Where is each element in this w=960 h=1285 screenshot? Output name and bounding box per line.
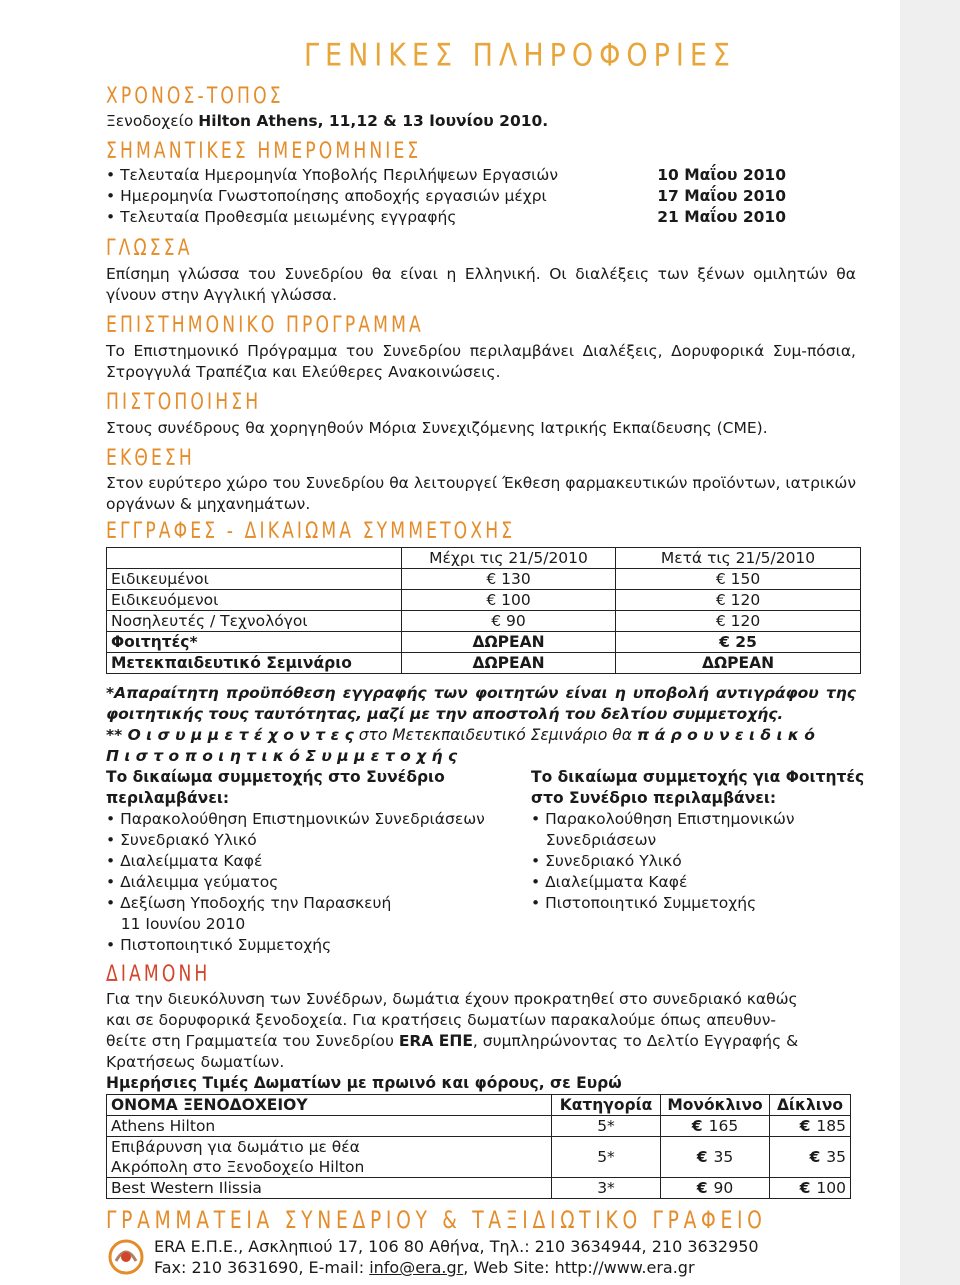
registration-fees-table [106,547,861,674]
table-cell: € 120 [616,590,861,611]
heading-secretariat: ΓΡΑΜΜΑΤΕΙΑ ΣΥΝΕΔΡΙΟΥ & ΤΑΞΙΔΙΩΤΙΚΟ ΓΡΑΦΕΙΟ [106,1206,767,1234]
table-row [107,1137,851,1178]
table-header-cell: Μονόκλινο [661,1095,770,1116]
list-item: • Διαλείμματα Καφέ [531,873,688,891]
date-value: 21 Μαΐου 2010 [657,208,786,226]
page-title: ΓΕΝΙΚΕΣ ΠΛΗΡΟΦΟΡΙΕΣ [304,37,736,74]
table-header-cell: Μέχρι τις 21/5/2010 [402,548,616,569]
price-value: 165 [708,1117,739,1135]
heading-accommodation: ΔΙΑΜΟΝΗ [106,962,211,987]
price-value: 35 [713,1148,734,1166]
date-row [106,208,786,229]
table-row [107,1178,851,1199]
language-text: Επίσημη γλώσσα του Συνεδρίου θα είναι η Ελληνική. Οι διαλέξεις των ξένων ομιλητών θα γίνουν στην Αγγλική γλώσσα. [106,265,856,304]
table-cell: € 90 [402,611,616,632]
heading-certification: ΠΙΣΤΟΠΟΙΗΣΗ [106,390,262,415]
price-value: 185 [816,1117,846,1135]
table-cell: 5* [552,1116,661,1137]
heading-important-dates: ΣΗΜΑΝΤΙΚΕΣ ΗΜΕΡΟΜΗΝΙΕΣ [106,139,422,164]
table-cell: Επιβάρυνση για δωμάτιο με θέα Ακρόπολη στο Ξενοδοχείο Hilton [107,1137,552,1178]
exhibition-text: Στον ευρύτερο χώρο του Συνεδρίου θα λειτουργεί Έκθεση φαρμακευτικών προϊόντων, ιατρικών οργάνων & μηχανημάτων. [106,474,856,513]
date-label: • Ημερομηνία Γνωστοποίησης αποδοχής εργασιών μέχρι [106,187,547,205]
heading-exhibition: ΕΚΘΕΣΗ [106,446,195,471]
heading-registration: ΕΓΓΡΑΦΕΣ - ΔΙΚΑΙΩΜΑ ΣΥΜΜΕΤΟΧΗΣ [106,519,516,544]
accommodation-line: και σε δορυφορικά ξενοδοχεία. Για κρατήσεις δωματίων παρακαλούμε όπως απευθυν- [106,1011,776,1029]
list-title: περιλαμβάνει: [106,789,230,807]
heading-time-place: ΧΡΟΝΟΣ-ΤΟΠΟΣ [106,84,284,109]
list-item: • Συνεδριακό Υλικό [531,852,682,870]
table-header-cell: ΟΝΟΜΑ ΞΕΝΟΔΟΧΕΙΟΥ [107,1095,552,1116]
euro-icon: € [691,1117,703,1135]
seminar-note-c: π ά ρ ο υ ν ε ι δ ι κ ό [636,726,815,744]
date-row [106,187,786,208]
list-title: Το δικαίωμα συμμετοχής στο Συνέδριο [106,768,445,786]
table-row [107,1095,851,1116]
table-cell: Athens Hilton [107,1116,552,1137]
table-row [107,653,861,674]
list-title: στο Συνέδριο περιλαμβάνει: [531,789,777,807]
table-row [107,1116,851,1137]
accommodation-line: Για την διευκόλυνση των Συνέδρων, δωμάτια έχουν προκρατηθεί στο συνεδριακό καθώς [106,990,798,1008]
table-cell [770,1116,851,1137]
table-cell [661,1116,770,1137]
table-header-cell: Κατηγορία [552,1095,661,1116]
venue-text [106,111,548,132]
table-cell: € 150 [616,569,861,590]
seminar-note [106,725,815,746]
accommodation-text-a: θείτε στη Γραμματεία του Συνεδρίου [106,1032,399,1050]
table-cell: Μετεκπαιδευτικό Σεμινάριο [107,653,402,674]
secretariat-address: ERA Ε.Π.Ε., Ασκληπιού 17, 106 80 Αθήνα, Τηλ.: 210 3634944, 210 3632950 [154,1237,759,1256]
list-item: 11 Ιουνίου 2010 [106,915,246,933]
list-item: • Δεξίωση Υποδοχής την Παρασκευή [106,894,392,912]
contact-web: , Web Site: http://www.era.gr [463,1258,695,1277]
includes-list [106,767,485,956]
accommodation-era: ERA ΕΠΕ [398,1032,473,1050]
accommodation-line: Κρατήσεως δωματίων. [106,1053,285,1071]
left-margin [0,0,88,1285]
table-cell: ΔΩΡΕΑΝ [402,653,616,674]
seminar-note-certificate: Π ι σ τ ο π ο ι η τ ι κ ό Σ υ μ μ ε τ ο χ ή ς [106,747,458,765]
table-row [107,548,861,569]
price-value: 35 [826,1148,846,1166]
table-cell: 5* [552,1137,661,1178]
program-text: Το Επιστημονικό Πρόγραμμα του Συνεδρίου περιλαμβάνει Διαλέξεις, Δορυφορικά Συμ-πόσια, Στρογγυλά Τραπέζια και Ελεύθερες Ανακοινώσεις. [106,342,856,381]
contact-fax: Fax: 210 3631690, E-mail: [154,1258,370,1277]
students-note: *Απαραίτητη προϋπόθεση εγγραφής των φοιτητών είναι η υποβολή αντιγράφου της φοιτητικής τους ταυτότητας, μαζί με την αποστολή του δελτίου συμμετοχής. [106,684,856,723]
price-value: 90 [713,1179,734,1197]
list-title: Το δικαίωμα συμμετοχής για Φοιτητές [531,768,865,786]
accommodation-line [106,1031,798,1052]
price-value: 100 [816,1179,846,1197]
date-value: 10 Μαΐου 2010 [657,166,786,184]
certification-text: Στους συνέδρους θα χορηγηθούν Μόρια Συνεχιζόμενης Ιατρικής Εκπαίδευσης (CME). [106,419,768,437]
student-includes-list [531,767,864,914]
table-cell: € 100 [402,590,616,611]
date-row [106,166,786,187]
euro-icon: € [799,1179,811,1197]
seminar-note-b: στο Μετεκπαιδευτικό Σεμινάριο θα [353,726,637,744]
date-label: • Τελευταία Ημερομηνία Υποβολής Περιλήψεων Εργασιών [106,166,559,184]
euro-icon: € [696,1179,708,1197]
table-row [107,632,861,653]
seminar-note-a: ** Ο ι σ υ μ μ ε τ έ χ ο ν τ ε ς [106,726,354,744]
venue-prefix: Ξενοδοχείο [106,112,199,130]
table-cell: Νοσηλευτές / Τεχνολόγοι [107,611,402,632]
table-cell: Best Western Ilissia [107,1178,552,1199]
date-label: • Τελευταία Προθεσμία μειωμένης εγγραφής [106,208,457,226]
list-item: • Διαλείμματα Καφέ [106,852,263,870]
table-row [107,611,861,632]
table-cell: € 130 [402,569,616,590]
era-logo-icon [106,1233,146,1277]
table-cell: Ειδικευμένοι [107,569,402,590]
list-item: • Πιστοποιητικό Συμμετοχής [531,894,757,912]
table-header-cell: Μετά τις 21/5/2010 [616,548,861,569]
table-cell: Ειδικευόμενοι [107,590,402,611]
table-cell: € 120 [616,611,861,632]
hotel-prices-table [106,1094,851,1199]
table-cell: ΔΩΡΕΑΝ [402,632,616,653]
venue-bold: Hilton Athens, 11,12 & 13 Ιουνίου 2010. [198,112,549,130]
list-item: • Παρακολούθηση Επιστημονικών [531,810,795,828]
table-row [107,590,861,611]
table-header-cell [107,548,402,569]
right-margin-strip [900,0,960,1285]
room-prices-title: Ημερήσιες Τιμές Δωματίων με πρωινό και φόρους, σε Ευρώ [106,1074,622,1092]
euro-icon: € [799,1117,811,1135]
list-item: Συνεδριάσεων [531,831,657,849]
heading-language: ΓΛΩΣΣΑ [106,236,193,261]
list-item: • Διάλειμμα γεύματος [106,873,279,891]
table-cell: € 25 [616,632,861,653]
date-value: 17 Μαΐου 2010 [657,187,786,205]
list-item: • Παρακολούθηση Επιστημονικών Συνεδριάσεων [106,810,485,828]
euro-icon: € [809,1148,821,1166]
table-cell [661,1178,770,1199]
secretariat-contact [154,1257,695,1278]
table-cell: 3* [552,1178,661,1199]
accommodation-text-c: , συμπληρώνοντας το Δελτίο Εγγραφής & [472,1032,799,1050]
list-item: • Συνεδριακό Υλικό [106,831,257,849]
table-cell [770,1137,851,1178]
table-header-cell: Δίκλινο [770,1095,851,1116]
email-link[interactable]: info@era.gr [369,1258,464,1277]
euro-icon: € [696,1148,708,1166]
list-item: • Πιστοποιητικό Συμμετοχής [106,936,332,954]
table-cell [770,1178,851,1199]
table-cell: ΔΩΡΕΑΝ [616,653,861,674]
table-cell: Φοιτητές* [107,632,402,653]
table-row [107,569,861,590]
heading-scientific-program: ΕΠΙΣΤΗΜΟΝΙΚΟ ΠΡΟΓΡΑΜΜΑ [106,313,424,338]
table-cell [661,1137,770,1178]
